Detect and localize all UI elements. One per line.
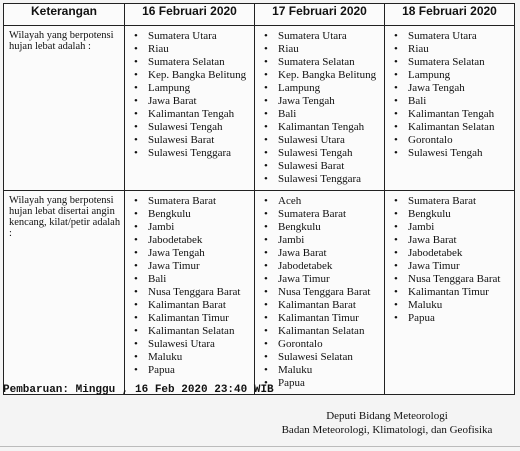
province-list xyxy=(256,27,383,189)
province-item: • Nusa Tenggara Barat xyxy=(134,286,251,299)
province-list xyxy=(126,192,253,380)
province-item: • Bali xyxy=(134,273,251,286)
province-item: • Kalimantan Barat xyxy=(134,299,251,312)
province-item: • Kalimantan Timur xyxy=(134,312,251,325)
province-item: • Nusa Tenggara Barat xyxy=(264,286,381,299)
signature-line-1: Deputi Bidang Meteorologi xyxy=(326,410,448,422)
province-item: • Jambi xyxy=(394,221,511,234)
province-item: • Bengkulu xyxy=(394,208,511,221)
province-item: • Aceh xyxy=(264,195,381,208)
table-header-row xyxy=(4,4,515,26)
province-item: • Sumatera Selatan xyxy=(134,56,251,69)
province-item: • Bali xyxy=(394,95,511,108)
province-item: • Sulawesi Tengah xyxy=(394,147,511,160)
province-list xyxy=(386,192,513,328)
province-item: • Bali xyxy=(264,108,381,121)
province-item: • Jabodetabek xyxy=(394,247,511,260)
province-item: • Lampung xyxy=(134,82,251,95)
province-item: • Kep. Bangka Belitung xyxy=(134,69,251,82)
row-description: Wilayah yang berpotensi hujan lebat disertai angin kencang, kilat/petir adalah : xyxy=(4,191,125,395)
province-item: • Kalimantan Barat xyxy=(264,299,381,312)
province-item: • Sulawesi Utara xyxy=(264,134,381,147)
province-item: • Sumatera Barat xyxy=(394,195,511,208)
province-item: • Sulawesi Tengah xyxy=(134,121,251,134)
province-item: • Sulawesi Selatan xyxy=(264,351,381,364)
province-item: • Sulawesi Utara xyxy=(134,338,251,351)
table-row xyxy=(4,26,515,191)
province-item: • Sumatera Utara xyxy=(394,30,511,43)
province-cell xyxy=(385,191,515,395)
province-item: • Kalimantan Selatan xyxy=(134,325,251,338)
province-item: • Sumatera Selatan xyxy=(394,56,511,69)
province-item: • Jambi xyxy=(264,234,381,247)
province-item: • Jawa Tengah xyxy=(394,82,511,95)
province-item: • Sulawesi Barat xyxy=(134,134,251,147)
province-cell xyxy=(125,191,255,395)
row-description: Wilayah yang berpotensi hujan lebat adalah : xyxy=(4,26,125,191)
province-item: • Jawa Timur xyxy=(264,273,381,286)
province-item: • Jawa Tengah xyxy=(134,247,251,260)
header-keterangan: Keterangan xyxy=(4,4,125,26)
header-date-1: 16 Februari 2020 xyxy=(125,4,255,26)
header-date-3: 18 Februari 2020 xyxy=(385,4,515,26)
province-cell xyxy=(255,26,385,191)
province-list xyxy=(256,192,383,393)
province-item: • Kalimantan Timur xyxy=(394,286,511,299)
update-timestamp: Pembaruan: Minggu , 16 Feb 2020 23:40 WIB xyxy=(3,384,274,396)
province-item: • Sulawesi Tenggara xyxy=(134,147,251,160)
province-item: • Sulawesi Barat xyxy=(264,160,381,173)
province-item: • Jabodetabek xyxy=(264,260,381,273)
province-cell xyxy=(255,191,385,395)
province-item: • Sulawesi Tenggara xyxy=(264,173,381,186)
province-item: • Sumatera Barat xyxy=(134,195,251,208)
province-item: • Kalimantan Selatan xyxy=(264,325,381,338)
province-item: • Sumatera Utara xyxy=(264,30,381,43)
province-item: • Kalimantan Timur xyxy=(264,312,381,325)
province-item: • Riau xyxy=(264,43,381,56)
province-item: • Gorontalo xyxy=(264,338,381,351)
province-item: • Sumatera Barat xyxy=(264,208,381,221)
province-cell xyxy=(385,26,515,191)
province-item: • Jawa Tengah xyxy=(264,95,381,108)
province-item: • Jawa Barat xyxy=(134,95,251,108)
province-item: • Papua xyxy=(394,312,511,325)
province-item: • Maluku xyxy=(264,364,381,377)
province-item: • Kalimantan Selatan xyxy=(394,121,511,134)
table-row xyxy=(4,191,515,395)
province-item: • Lampung xyxy=(264,82,381,95)
province-item: • Jawa Timur xyxy=(134,260,251,273)
bottom-divider xyxy=(0,446,520,447)
signature-line-2: Badan Meteorologi, Klimatologi, dan Geofisika xyxy=(281,424,493,436)
province-item: • Nusa Tenggara Barat xyxy=(394,273,511,286)
province-item: • Jawa Barat xyxy=(394,234,511,247)
province-item: • Bengkulu xyxy=(264,221,381,234)
province-item: • Papua xyxy=(264,377,381,390)
header-date-2: 17 Februari 2020 xyxy=(255,4,385,26)
province-item: • Riau xyxy=(134,43,251,56)
province-item: • Kep. Bangka Belitung xyxy=(264,69,381,82)
province-item: • Kalimantan Tengah xyxy=(134,108,251,121)
province-item: • Jabodetabek xyxy=(134,234,251,247)
province-item: • Papua xyxy=(134,364,251,377)
province-item: • Jambi xyxy=(134,221,251,234)
province-cell xyxy=(125,26,255,191)
province-item: • Kalimantan Tengah xyxy=(264,121,381,134)
province-list xyxy=(126,27,253,163)
province-item: • Sumatera Selatan xyxy=(264,56,381,69)
province-item: • Sumatera Utara xyxy=(134,30,251,43)
province-item: • Jawa Timur xyxy=(394,260,511,273)
province-item: • Kalimantan Tengah xyxy=(394,108,511,121)
province-item: • Maluku xyxy=(394,299,511,312)
province-list xyxy=(386,27,513,163)
province-item: • Gorontalo xyxy=(394,134,511,147)
province-item: • Lampung xyxy=(394,69,511,82)
weather-warning-table xyxy=(3,3,515,395)
province-item: • Maluku xyxy=(134,351,251,364)
province-item: • Sulawesi Tengah xyxy=(264,147,381,160)
province-item: • Bengkulu xyxy=(134,208,251,221)
province-item: • Riau xyxy=(394,43,511,56)
signature-block xyxy=(262,409,512,437)
province-item: • Jawa Barat xyxy=(264,247,381,260)
